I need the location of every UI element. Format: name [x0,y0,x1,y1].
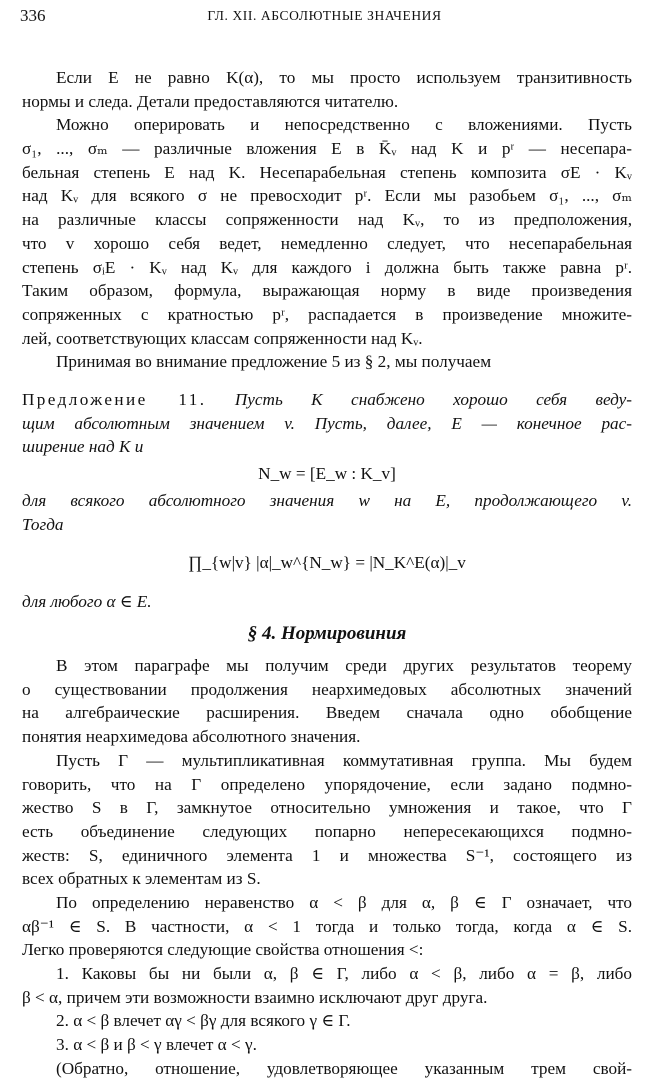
text-line: степень σᵢE · Kᵥ над Kᵥ для каждого i должна быть также равна pʳ. [22,257,632,277]
text-line: Пусть Γ — мультипликативная коммутативная группа. Мы будем [56,750,632,770]
page-body [22,66,632,1080]
text-line: говорить, что на Γ определено упорядочение, если задано подмно- [22,774,632,794]
formula-norm-degree: N_w = [E_w : K_v] [258,464,396,483]
text-line: В этом параграфе мы получим среди других результатов теорему [56,656,632,676]
section-title: § 4. Нормировиния [247,623,407,645]
proposition-line-1 [22,388,632,412]
text-line: жество S в Γ, замкнутое относительно умножения и такое, что Γ [22,798,632,818]
text-line: Принимая во внимание предложение 5 из § 2, мы получаем [56,352,492,372]
proposition-text-4: для всякого абсолютного значения w на E, продолжающего v. [22,491,632,510]
proposition-text-6: для любого α ∈ E. [22,592,152,612]
proposition-line-2 [22,412,632,436]
text-line: Можно оперировать и непосредственно с вложениями. Пусть [56,115,632,135]
text-line: σ₁, ..., σₘ — различные вложения E в K̄ᵥ над K и pʳ — несепара- [22,139,632,159]
text-line: (Обратно, отношение, удовлетворяющее указанным трем свой- [56,1058,632,1078]
text-line: 2. α < β влечет αγ < βγ для всякого γ ∈ Γ. [56,1011,351,1031]
text-line: есть объединение следующих попарно непересекающихся подмно- [22,821,632,841]
proposition-text-3: ширение над K и [22,437,144,457]
formula-product: ∏_{w|v} |α|_w^{N_w} = |N_K^E(α)|_v [188,553,466,573]
proposition-text-1: Пусть K снабжено хорошо себя веду- [234,389,632,409]
text-line: что v хорошо себя ведет, немедленно следует, что несепарабельная [22,233,632,253]
text-line: Легко проверяются следующие свойства отношения <: [22,940,424,960]
text-block-2 [22,654,632,1080]
text-line: понятия неархимедова абсолютного значения. [22,727,361,747]
text-line: бельная степень E над K. Несепарабельная степень композита σE · Kᵥ [22,162,632,182]
text-line: лей, соответствующих классам сопряженности над Kᵥ. [22,328,423,348]
text-line: о существовании продолжения неархимедовых абсолютных значений [22,679,632,699]
text-line: Если E не равно K(α), то мы просто используем транзитивность [56,68,632,87]
text-line: на различные классы сопряженности над Kᵥ, то из предположения, [22,210,632,230]
proposition-text-2: щим абсолютным значением v. Пусть, далее, E — конечное рас- [22,413,632,433]
text-line: жеств: S, единичного элемента 1 и множества S⁻¹, состоящего из [22,845,632,865]
proposition-text-5: Тогда [22,514,64,534]
proposition-line-3 [22,435,632,459]
text-line: 1. Каковы бы ни были α, β ∈ Γ, либо α < β, либо α = β, либо [56,964,632,983]
text-line: всех обратных к элементам из S. [22,869,261,889]
page-number: 336 [20,6,46,25]
text-line: По определению неравенство α < β для α, β ∈ Γ означает, что [56,892,632,912]
proposition-line-5 [22,513,632,537]
text-line: Таким образом, формула, выражающая норму в виде произведения [22,281,632,301]
text-line: нормы и следа. Детали предоставляются читателю. [22,91,399,111]
text-line: β < α, причем эти возможности взаимно исключают друг друга. [22,987,488,1007]
text-block-1 [22,66,632,374]
proposition-label: Предложение 11. [22,389,207,409]
proposition-line-4 [22,489,632,513]
text-line: на алгебраические расширения. Введем сначала одно обобщение [22,703,632,723]
proposition-line-6 [22,590,632,614]
text-line: сопряженных с кратностью pʳ, распадается в произведение множите- [22,304,632,324]
running-title: ГЛ. XII. АБСОЛЮТНЫЕ ЗНАЧЕНИЯ [207,8,442,23]
text-line: над Kᵥ для всякого σ не превосходит pʳ. Если мы разобьем σ₁, ..., σₘ [22,186,632,206]
running-header [20,6,629,28]
text-line: αβ⁻¹ ∈ S. В частности, α < 1 тогда и только тогда, когда α ∈ S. [22,916,632,936]
text-line: 3. α < β и β < γ влечет α < γ. [56,1035,257,1055]
